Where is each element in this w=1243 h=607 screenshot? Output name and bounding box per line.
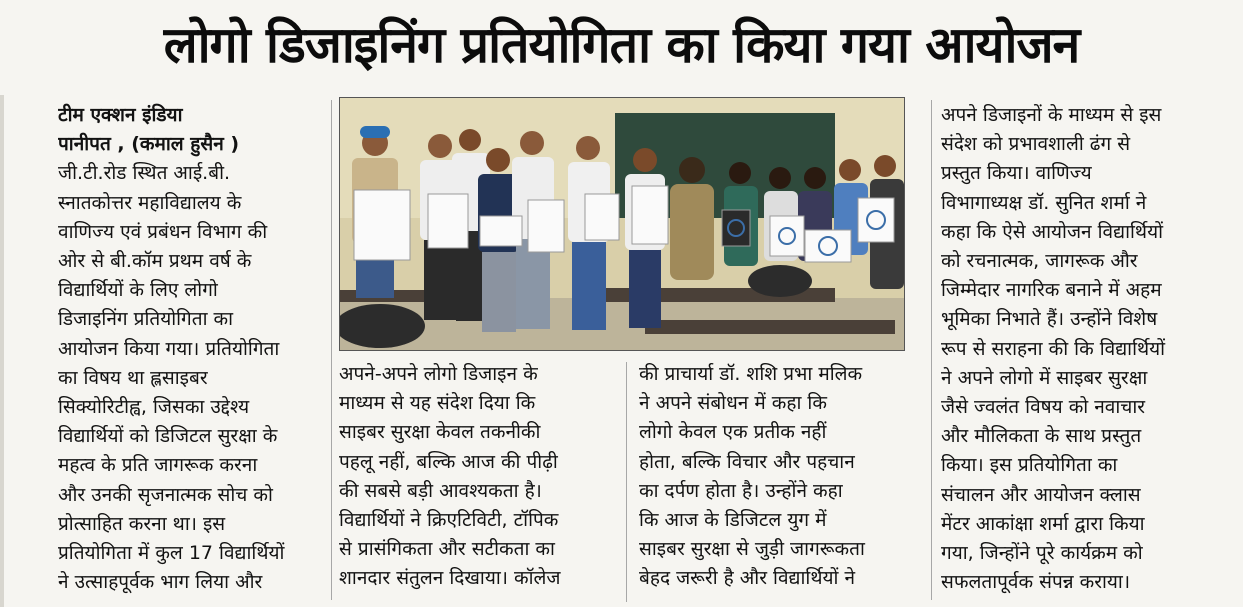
article-line: विभागाध्यक्ष डॉ. सुनित शर्मा ने xyxy=(941,191,1147,214)
column-divider xyxy=(626,362,627,602)
article-line: महत्व के प्रति जागरूक करना xyxy=(58,454,258,477)
article-line: संचालन और आयोजन क्लास xyxy=(941,483,1141,506)
article-line: डिजाइनिंग प्रतियोगिता का xyxy=(58,308,234,331)
byline-place-reporter: पानीपत , (कमाल हुसैन ) xyxy=(58,133,240,156)
column-1-body xyxy=(58,159,330,597)
article-line: जिम्मेदार नागरिक बनाने में अहम xyxy=(941,279,1162,302)
article-line: साइबर सुरक्षा केवल तकनीकी xyxy=(339,421,541,444)
column-1 xyxy=(58,101,330,601)
article-line: गया, जिन्होंने पूरे कार्यक्रम को xyxy=(941,542,1143,565)
page-edge xyxy=(0,95,4,607)
event-photo xyxy=(339,97,905,351)
article-line: ने अपने संबोधन में कहा कि xyxy=(639,392,827,415)
article-line: का दर्पण होता है। उन्होंने कहा xyxy=(639,479,843,502)
article-line: प्रस्तुत किया। वाणिज्य xyxy=(941,162,1092,185)
article-line: प्रतियोगिता में कुल 17 विद्यार्थियों xyxy=(58,542,285,565)
article-line: कि आज के डिजिटल युग में xyxy=(639,509,827,532)
article-line: वाणिज्य एवं प्रबंधन विभाग की xyxy=(58,220,268,243)
article-line: मेंटर आकांक्षा शर्मा द्वारा किया xyxy=(941,512,1145,535)
article-line: को रचनात्मक, जागरूक और xyxy=(941,250,1138,273)
article-line: विद्यार्थियों के लिए लोगो xyxy=(58,279,218,302)
article-line: पहलू नहीं, बल्कि आज की पीढ़ी xyxy=(339,450,558,473)
article-line: किया। इस प्रतियोगिता का xyxy=(941,454,1118,477)
article-line: और उनकी सृजनात्मक सोच को xyxy=(58,483,273,506)
article-line: लोगो केवल एक प्रतीक नहीं xyxy=(639,421,827,444)
article-line: स्नातकोत्तर महाविद्यालय के xyxy=(58,191,242,214)
bag xyxy=(748,265,812,297)
article-line: शानदार संतुलन दिखाया। कॉलेज xyxy=(339,567,561,590)
article-line: अपने डिजाइनों के माध्यम से इस xyxy=(941,104,1162,126)
article-line: साइबर सुरक्षा से जुड़ी जागरूकता xyxy=(639,538,865,561)
article-line: जैसे ज्वलंत विषय को नवाचार xyxy=(941,396,1146,419)
column-3 xyxy=(639,360,919,600)
article-line: ओर से बी.कॉम प्रथम वर्ष के xyxy=(58,250,252,273)
article-line: सफलतापूर्वक संपन्न कराया। xyxy=(941,571,1131,594)
article-line: और मौलिकता के साथ प्रस्तुत xyxy=(941,425,1142,448)
article-line: ने उत्साहपूर्वक भाग लिया और xyxy=(58,571,263,594)
desk xyxy=(645,320,895,334)
column-4 xyxy=(941,101,1221,601)
article-line: कहा कि ऐसे आयोजन विद्यार्थियों xyxy=(941,220,1164,243)
article-line: बेहद जरूरी है और विद्यार्थियों ने xyxy=(639,567,855,590)
article-line: से प्रासंगिकता और सटीकता का xyxy=(339,538,555,561)
article-line: भूमिका निभाते हैं। उन्होंने विशेष xyxy=(941,308,1158,331)
article-line: की सबसे बड़ी आवश्यकता है। xyxy=(339,479,542,502)
article-line: माध्यम से यह संदेश दिया कि xyxy=(339,392,536,415)
article-line: संदेश को प्रभावशाली ढंग से xyxy=(941,133,1131,156)
article-line: आयोजन किया गया। प्रतियोगिता xyxy=(58,337,280,360)
article-line: ने अपने लोगो में साइबर सुरक्षा xyxy=(941,366,1148,389)
article-line: सिक्योरिटीह्व, जिसका उद्देश्य xyxy=(58,396,250,419)
byline-agency: टीम एक्शन इंडिया xyxy=(58,104,183,126)
article-line: होता, बल्कि विचार और पहचान xyxy=(639,450,855,473)
headline: लोगो डिजाइनिंग प्रतियोगिता का किया गया आयोजन xyxy=(163,16,1080,74)
column-divider xyxy=(331,100,332,600)
article-line: का विषय था ह्लसाइबर xyxy=(58,366,208,389)
group-photo-illustration xyxy=(340,98,905,351)
article-line: की प्राचार्या डॉ. शशि प्रभा मलिक xyxy=(639,363,863,385)
article-line: जी.टी.रोड स्थित आई.बी. xyxy=(58,162,231,185)
article-line: रूप से सराहना की कि विद्यार्थियों xyxy=(941,337,1166,360)
article-line: प्रोत्साहित करना था। इस xyxy=(58,512,226,535)
article-line: विद्यार्थियों को डिजिटल सुरक्षा के xyxy=(58,425,278,448)
article-line: विद्यार्थियों ने क्रिएटिविटी, टॉपिक xyxy=(339,509,559,532)
column-divider xyxy=(931,100,932,600)
article-line: अपने-अपने लोगो डिजाइन के xyxy=(339,363,538,385)
column-2 xyxy=(339,360,611,600)
